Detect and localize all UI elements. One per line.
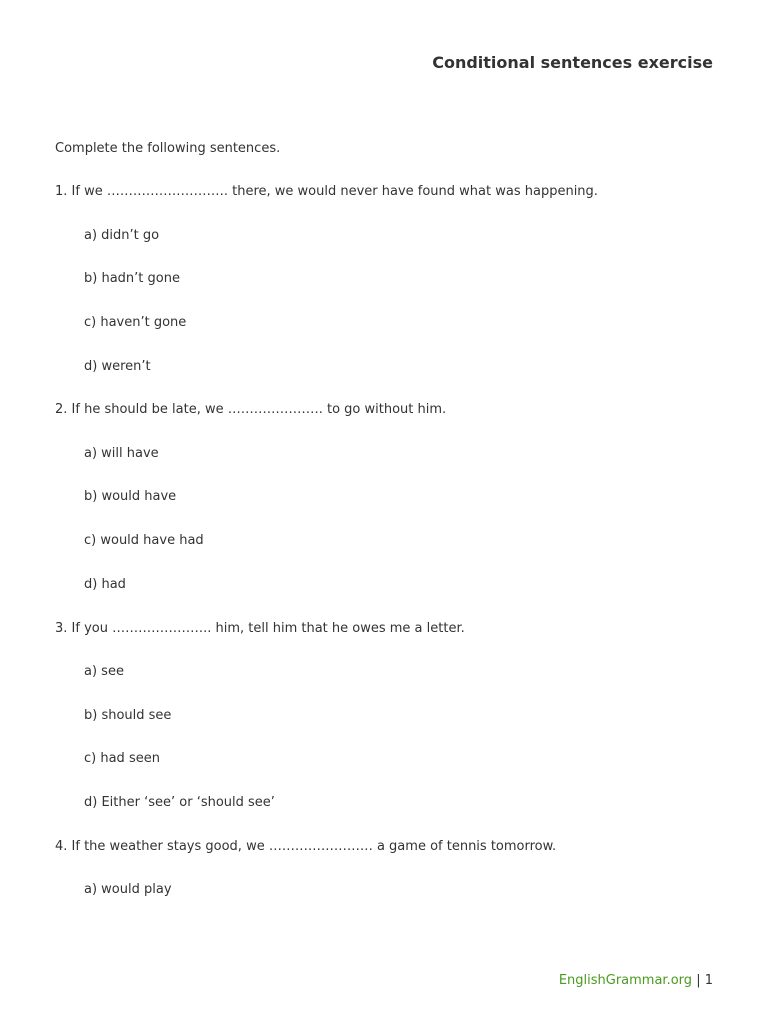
question-1-option-d: d) weren’t [84,359,151,374]
footer-brand-link[interactable]: EnglishGrammar.org [558,973,693,988]
question-4: 4. If the weather stays good, we …………………… a game of tennis tomorrow. [55,839,557,854]
question-2: 2. If he should be late, we …………………. to go without him. [55,402,447,417]
question-3-option-c: c) had seen [84,751,160,766]
page-footer [559,972,713,990]
question-1: 1. If we ………………………. there, we would never have found what was happening. [55,184,598,199]
question-4-option-a: a) would play [84,882,172,897]
question-2-option-b: b) would have [84,489,177,504]
page-number: 1 [704,973,713,988]
question-1-option-a: a) didn’t go [84,228,160,243]
instruction-text: Complete the following sentences. [55,141,281,156]
question-3: 3. If you ………………….. him, tell him that he owes me a letter. [55,621,465,636]
question-2-option-a: a) will have [84,446,159,461]
question-1-option-c: c) haven’t gone [84,315,187,330]
page-title: Conditional sentences exercise [432,53,713,72]
footer-separator: | [696,973,701,988]
question-1-option-b: b) hadn’t gone [84,271,180,286]
question-2-option-c: c) would have had [84,533,204,548]
question-2-option-d: d) had [84,577,126,592]
question-3-option-d: d) Either ‘see’ or ‘should see’ [84,795,275,810]
question-3-option-b: b) should see [84,708,172,723]
question-3-option-a: a) see [84,664,124,679]
